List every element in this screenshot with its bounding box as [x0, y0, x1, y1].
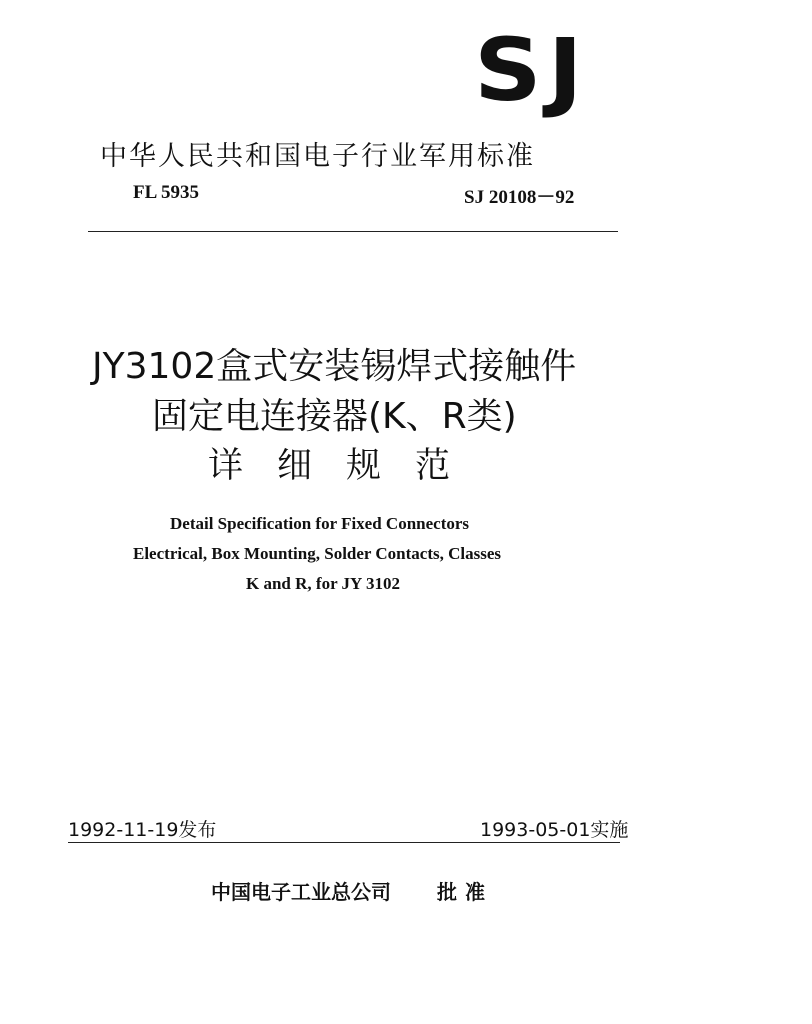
sj-logo: SJ — [474, 20, 589, 121]
standard-name: 中华人民共和国电子行业军用标准 — [100, 141, 535, 172]
classification-code: FL 5935 — [133, 182, 199, 203]
title-line-3: 详细规范 — [208, 446, 485, 486]
english-title-line-2: Electrical, Box Mounting, Solder Contacts, Classes — [133, 544, 502, 563]
title-line-1: JY3102盒式安装锡焊式接触件 — [92, 346, 577, 387]
issue-date: 1992-11-19发布 — [68, 819, 217, 841]
implementation-date: 1993-05-01实施 — [480, 819, 629, 841]
header-divider — [88, 231, 618, 232]
footer-divider — [68, 842, 620, 843]
approving-authority: 中国电子工业总公司 — [211, 880, 391, 904]
english-title-line-3: K and R, for JY 3102 — [246, 574, 400, 593]
english-title-line-1: Detail Specification for Fixed Connectors — [170, 514, 470, 533]
title-line-2: 固定电连接器(K、R类) — [152, 396, 517, 437]
standard-number: SJ 20108－92 — [464, 187, 575, 208]
approve-label: 批准 — [437, 880, 493, 904]
